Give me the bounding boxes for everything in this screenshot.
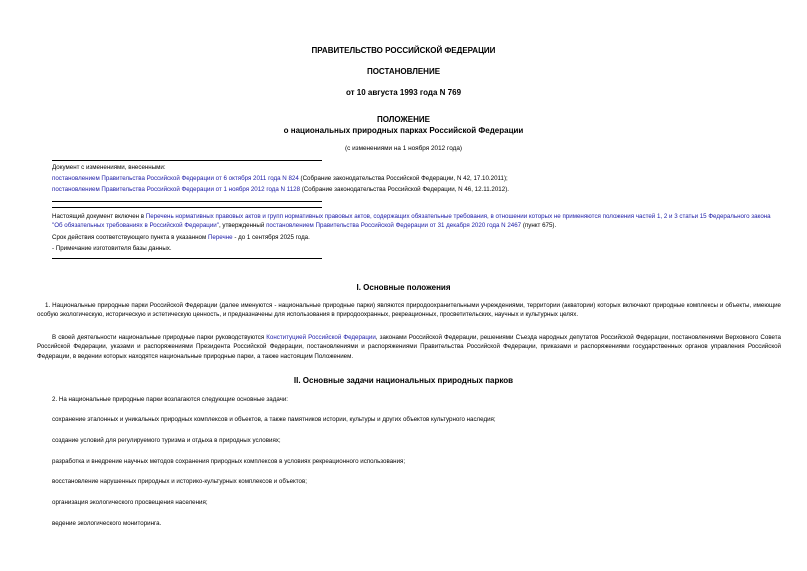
perechen-link[interactable]: Перечень нормативных правовых актов и групп нормативных правовых актов, содержащих обязательные требования, в отношении которых не применяются положения частей 1, 2 и 3 статьи 15 Федерального закона "Об обязательных требованиях в Российской Федерации" bbox=[52, 213, 771, 230]
producer-note: - Примечание изготовителя базы данных. bbox=[52, 245, 172, 252]
inclusion-text: , утвержденный bbox=[218, 222, 267, 230]
constitution-link[interactable]: Конституцией Российской Федерации bbox=[266, 334, 376, 341]
divider bbox=[52, 160, 322, 161]
perechen-short-link[interactable]: Перечне bbox=[207, 234, 233, 241]
list-item: создание условий для регулируемого туризма и отдыха в природных условиях; bbox=[52, 437, 281, 444]
inclusion-text: Настоящий документ включен в bbox=[52, 213, 146, 220]
decree-2467-link[interactable]: постановлением Правительства Российской Федерации от 31 декабря 2020 года N 2467 bbox=[266, 222, 522, 230]
list-item: восстановление нарушенных природных и историко-культурных комплексов и объектов; bbox=[52, 478, 307, 485]
paragraph-2 bbox=[37, 333, 781, 361]
change-link[interactable]: постановлением Правительства Российской Федерации от 6 октября 2011 года N 824 bbox=[52, 175, 299, 182]
paragraph-text: , законами Российской Федерации, решениями Съезда народных депутатов Российской Федерации, постановлениями Верховного Совета Российской Федерации, указами и распоряжениями Президента Российской Федерации, постановлениями и распоряжениями Правительства Российской Федерации, приказами и распоряжениями государственных органов управления Российской Федерации, в ведении которых находятся национальные природные парки, а также настоящим Положением. bbox=[37, 334, 781, 360]
change-item bbox=[52, 185, 782, 194]
list-item: разработка и внедрение научных методов сохранения природных комплексов в условиях рекреационного использования; bbox=[52, 458, 406, 465]
inclusion-note bbox=[52, 212, 782, 230]
divider bbox=[52, 201, 322, 202]
change-source: (Собрание законодательства Российской Федерации, N 46, 12.11.2012). bbox=[300, 186, 509, 193]
paragraph-1: 1. Национальные природные парки Российской Федерации (далее именуются - национальные природные парки) являются природоохранительными учреждениями, территории (акватории) которых включают природные комплексы и объекты, имеющие особую экологическую, историческую и эстетическую ценность, и предназначены для использования в природоохранных, рекреационных, просветительских, научных и культурных целях. bbox=[37, 302, 781, 319]
changes-intro: Документ с изменениями, внесенными: bbox=[52, 164, 166, 171]
section-2-heading: II. Основные задачи национальных природных парков bbox=[293, 376, 514, 385]
validity-text: - до 1 сентября 2025 года. bbox=[232, 234, 310, 241]
doc-type-heading: ПОСТАНОВЛЕНИЕ bbox=[366, 67, 441, 76]
revision-note: (с изменениями на 1 ноября 2012 года) bbox=[344, 145, 463, 152]
date-number-heading: от 10 августа 1993 года N 769 bbox=[345, 88, 462, 97]
list-item: сохранение эталонных и уникальных природных комплексов и объектов, а также памятников истории, культуры и других объектов культурного наследия; bbox=[52, 416, 496, 423]
change-item bbox=[52, 174, 782, 183]
list-item: 2. На национальные природные парки возлагаются следующие основные задачи: bbox=[52, 396, 289, 403]
government-heading: ПРАВИТЕЛЬСТВО РОССИЙСКОЙ ФЕДЕРАЦИИ bbox=[311, 46, 496, 55]
divider bbox=[52, 207, 322, 208]
list-item: ведение экологического мониторинга. bbox=[52, 520, 162, 527]
paragraph-text: В своей деятельности национальные природные парки руководствуются bbox=[52, 334, 267, 341]
validity-text: Срок действия соответствующего пункта в указанном bbox=[52, 234, 208, 241]
change-source: (Собрание законодательства Российской Федерации, N 42, 17.10.2011); bbox=[298, 175, 508, 182]
validity-note bbox=[52, 233, 782, 242]
change-link[interactable]: постановлением Правительства Российской Федерации от 1 ноября 2012 года N 1128 bbox=[52, 186, 301, 193]
divider bbox=[52, 258, 322, 259]
inclusion-text: (пункт 675). bbox=[521, 222, 557, 230]
list-item: организация экологического просвещения населения; bbox=[52, 499, 208, 506]
document-title: ПОЛОЖЕНИЕ bbox=[377, 115, 430, 124]
document-subtitle: о национальных природных парках Российской Федерации bbox=[283, 126, 524, 135]
section-1-heading: I. Основные положения bbox=[356, 283, 451, 292]
